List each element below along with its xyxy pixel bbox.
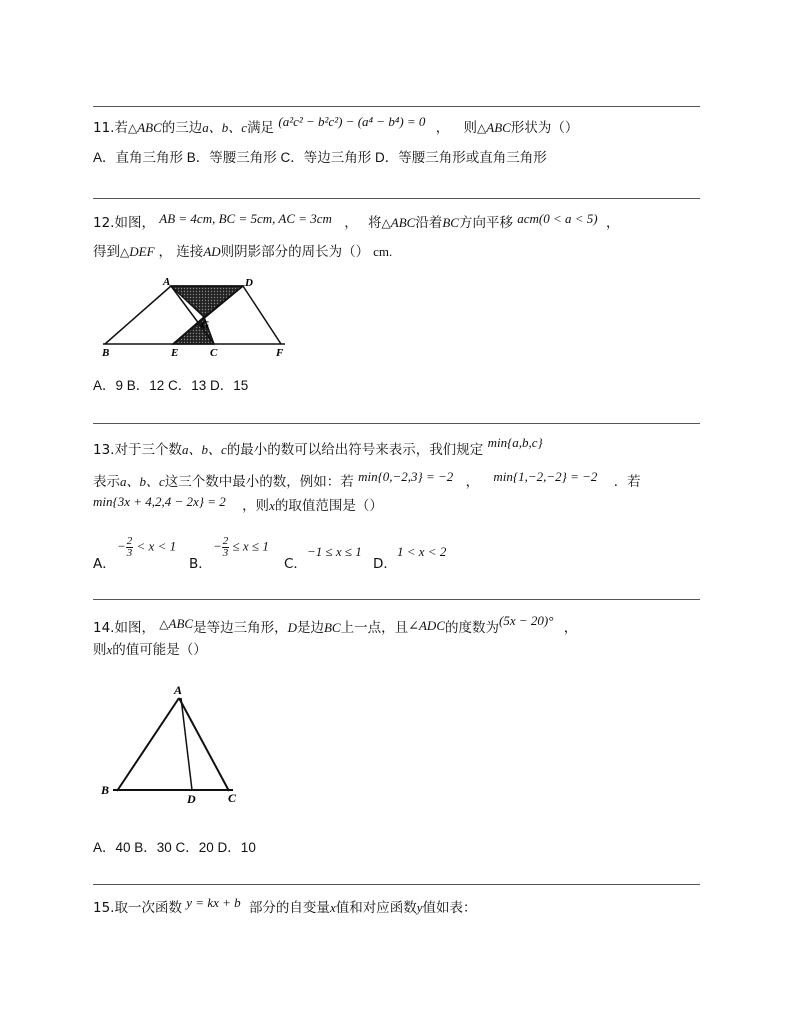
label-D: D [187, 792, 196, 806]
divider-11 [93, 106, 700, 107]
divider-15 [93, 884, 700, 885]
question-12-stem-line2: 得到△DEF ， 连接AD则阴影部分的周长为（） cm. [93, 244, 393, 260]
question-14-stem: 14.如图， △ABC是等边三角形，D是边BC上一点，且∠ADC的度数为(5x − 20)° ， [93, 613, 578, 636]
question-12-stem: 12.如图， AB = 4cm, BC = 5cm, AC = 3cm ， 将△ABC沿着BC方向平移 acm(0 < a < 5) ， [93, 211, 620, 231]
figure-12-translation [93, 272, 303, 362]
option-C: C． [284, 556, 307, 572]
label-E: E [171, 347, 179, 359]
label-D: D [245, 277, 253, 289]
question-14-number: 14. [93, 620, 115, 636]
option-D: D． [373, 556, 397, 572]
question-11-number: 11. [93, 120, 115, 136]
label-B: B [101, 783, 110, 797]
question-11-stem: 11.若△ABC的三边a、b、c满足 (a²c² − b²c²) − (a⁴ − b⁴) = 0 ， 则△ABC形状为（） [93, 114, 579, 136]
question-15-number: 15. [93, 900, 115, 916]
question-14-stem-line2: 则x的值可能是（） [93, 642, 207, 658]
label-A: A [174, 683, 183, 697]
label-C: C [210, 347, 218, 359]
question-13-stem-line3: min{3x + 4,2,4 − 2x} = 2 ，则x的取值范围是（） [93, 494, 383, 514]
divider-12 [93, 198, 700, 199]
question-13-stem: 13.对于三个数a、b、c的最小的数可以给出符号来表示，我们规定 min{a,b,c} [93, 435, 543, 458]
question-12-options: A．9 B．12 C．13 D．15 [93, 378, 249, 393]
option-B: B． [189, 556, 212, 572]
divider-13 [93, 423, 700, 424]
question-12-number: 12. [93, 215, 115, 231]
option-A: A． [93, 556, 116, 572]
label-C: C [228, 791, 237, 805]
label-A: A [163, 276, 171, 288]
question-13-stem-line2: 表示a、b、c这三个数中最小的数，例如：若 min{0,−2,3} = −2 ， min{1,−2,−2} = −2 ．若 [93, 469, 641, 490]
label-G: G [201, 319, 209, 331]
question-11-formula: (a²c² − b²c²) − (a⁴ − b⁴) = 0 [278, 114, 426, 129]
divider-14 [93, 599, 700, 600]
question-15-stem: 15.取一次函数 y = kx + b 部分的自变量x值和对应函数y值如表： [93, 895, 477, 916]
label-B: B [102, 347, 110, 359]
question-13-number: 13. [93, 442, 115, 458]
question-11-options: A．直角三角形 B．等腰三角形 C．等边三角形 D．等腰三角形或直角三角形 [93, 150, 547, 165]
question-14-options: A．40 B．30 C．20 D．10 [93, 840, 256, 855]
label-F: F [276, 347, 284, 359]
figure-14-equilateral-triangle [93, 678, 253, 813]
